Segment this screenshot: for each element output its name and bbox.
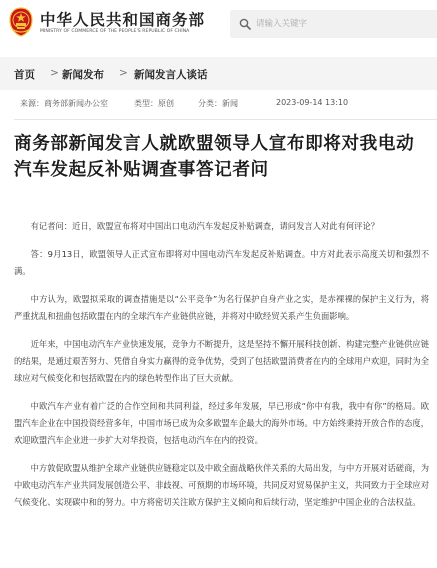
breadcrumb-news-release[interactable]: 新闻发布 [62,69,104,81]
divider [14,119,437,120]
article-paragraph: 中欧汽车产业有着广泛的合作空间和共同利益，经过多年发展，早已形成“你中有我，我中有你”的格局。欧盟汽车企业在中国投资经营多年，中国市场已成为众多欧盟车企最大的海外市场。中方始终秉持开放合作的态度，欢迎欧盟汽车企业进一步扩大对华投资，包括电动汽车在内的投资。 [14,401,429,445]
breadcrumb [0,57,437,90]
article-title: 商务部新闻发言人就欧盟领导人宣布即将对我电动汽车发起反补贴调查事答记者问 [14,134,415,180]
search-box [230,10,437,38]
article-paragraph: 中方认为，欧盟拟采取的调查措施是以“公平竞争”为名行保护自身产业之实，是赤裸裸的保护主义行为，将严重扰乱和扭曲包括欧盟在内的全球汽车产业链供应链，并将对中欧经贸关系产生负面影响。 [14,294,429,321]
article-source: 来源：商务部新闻办公室 [20,99,108,108]
search-icon[interactable] [239,18,251,30]
article-body [14,218,429,522]
breadcrumb-separator: > [50,67,59,79]
site-header [0,0,437,52]
article-paragraph: 有记者问：近日，欧盟宣布将对中国出口电动汽车发起反补贴调查，请问发言人对此有何评论？ [30,221,380,231]
article-meta [0,92,437,114]
site-name[interactable]: 中华人民共和国商务部 [40,11,206,29]
article-date: 2023-09-14 13:10 [276,98,349,107]
breadcrumb-home[interactable]: 首页 [14,69,35,81]
national-emblem-icon[interactable] [8,7,34,37]
article-paragraph: 近年来，中国电动汽车产业快速发展，竞争力不断提升，这是坚持不懈开展科技创新、构建完整产业链供应链的结果，是通过艰苦努力、凭借自身实力赢得的竞争优势，受到了包括欧盟消费者在内的全球用户欢迎，同时为全球应对气候变化和包括欧盟在内的绿色转型作出了巨大贡献。 [14,339,429,383]
breadcrumb-spokesperson-remarks[interactable]: 新闻发言人谈话 [134,69,208,81]
search-input[interactable] [256,15,431,33]
article-type: 类型：原创 [134,99,174,108]
article-paragraph: 中方敦促欧盟从维护全球产业链供应链稳定以及中欧全面战略伙伴关系的大局出发，与中方开展对话磋商，为中欧电动汽车产业共同发展创造公平、非歧视、可预期的市场环境，共同反对贸易保护主义，共同致力于全球应对气候变化、实现碳中和的努力。中方将密切关注欧方保护主义倾向和后续行动，坚定维护中国企业的合法权益。 [14,463,429,507]
site-name-english: MINISTRY OF COMMERCE OF THE PEOPLE'S REPUBLIC OF CHINA [40,29,190,34]
article-category: 分类：新闻 [198,99,238,108]
article-paragraph: 答：9月13日，欧盟领导人正式宣布即将对中国电动汽车发起反补贴调查。中方对此表示高度关切和强烈不满。 [14,249,429,276]
breadcrumb-separator: > [119,67,128,79]
